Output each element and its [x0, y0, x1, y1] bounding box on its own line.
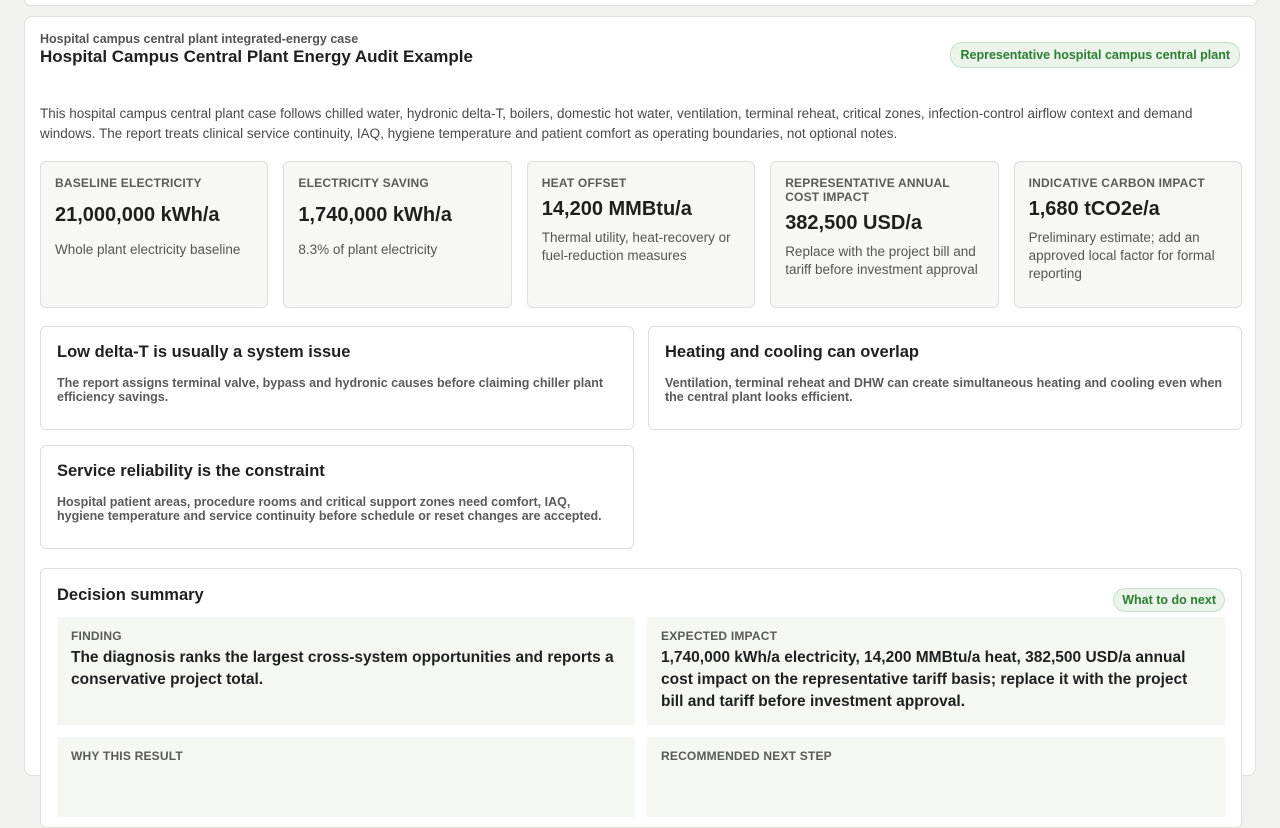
metric-note: Thermal utility, heat-recovery or fuel-reduction measures [541, 230, 731, 263]
finding-panel [57, 617, 635, 725]
previous-card-edge [24, 0, 1258, 6]
metric-label: INDICATIVE CARBON IMPACT [1028, 176, 1205, 190]
next-steps-badge: What to do next [1113, 588, 1225, 612]
metric-value: 14,200 MMBtu/a [541, 198, 692, 220]
insight-card-heating-cooling-overlap [648, 326, 1242, 430]
insight-title: Heating and cooling can overlap [665, 343, 919, 361]
metric-card-heat-offset [527, 161, 755, 308]
metric-note: Whole plant electricity baseline [55, 242, 241, 257]
metric-value: 1,740,000 kWh/a [298, 204, 452, 226]
case-card [24, 16, 1256, 776]
panel-label: WHY THIS RESULT [71, 749, 183, 763]
metric-card-annual-cost-impact [770, 161, 998, 308]
metric-card-baseline-electricity [40, 161, 268, 308]
metric-label: BASELINE ELECTRICITY [55, 176, 202, 190]
panel-text: The diagnosis ranks the largest cross-system opportunities and reports a conservative project total. [71, 649, 614, 688]
insight-title: Service reliability is the constraint [57, 462, 325, 480]
decision-summary-title: Decision summary [57, 586, 204, 604]
why-result-panel [57, 737, 635, 817]
panel-text: 1,740,000 kWh/a electricity, 14,200 MMBtu/a heat, 382,500 USD/a annual cost impact on the representative tariff basis; replace it with the project bill and tariff before investment approval. [661, 649, 1188, 710]
expected-impact-panel [647, 617, 1225, 725]
insight-body: Ventilation, terminal reheat and DHW can create simultaneous heating and cooling even when the central plant looks efficient. [665, 376, 1223, 404]
metric-label: REPRESENTATIVE ANNUAL COST IMPACT [785, 176, 950, 204]
insight-card-low-delta-t [40, 326, 634, 430]
case-kicker: Hospital campus central plant integrated-energy case [40, 32, 359, 46]
page-title: Hospital Campus Central Plant Energy Audit Example [40, 47, 473, 66]
metric-label: ELECTRICITY SAVING [298, 176, 429, 190]
decision-summary-section [40, 568, 1242, 828]
panel-label: FINDING [71, 629, 122, 643]
panel-label: EXPECTED IMPACT [661, 629, 778, 643]
case-type-badge: Representative hospital campus central plant [950, 42, 1240, 68]
metric-cards [40, 161, 1242, 308]
insight-card-service-reliability [40, 445, 634, 549]
metric-card-carbon-impact [1014, 161, 1242, 308]
metric-value: 21,000,000 kWh/a [55, 204, 220, 226]
metric-note: Preliminary estimate; add an approved local factor for formal reporting [1028, 230, 1215, 281]
metric-label: HEAT OFFSET [541, 176, 627, 190]
insight-body: Hospital patient areas, procedure rooms and critical support zones need comfort, IAQ, hygiene temperature and service continuity before schedule or reset changes are accepted. [57, 495, 602, 523]
metric-note: Replace with the project bill and tariff before investment approval [785, 244, 978, 277]
metric-note: 8.3% of plant electricity [298, 242, 438, 257]
panel-label: RECOMMENDED NEXT STEP [661, 749, 832, 763]
metric-value: 382,500 USD/a [785, 212, 922, 234]
intro-paragraph: This hospital campus central plant case follows chilled water, hydronic delta-T, boilers, domestic hot water, ventilation, terminal reheat, critical zones, infection-control airflow context and demand windows. The report treats clinical service continuity, IAQ, hygiene temperature and patient comfort as operating boundaries, not optional notes. [40, 106, 1193, 141]
insight-body: The report assigns terminal valve, bypass and hydronic causes before claiming chiller plant efficiency savings. [57, 376, 604, 404]
metric-value: 1,680 tCO2e/a [1028, 198, 1160, 220]
next-step-panel [647, 737, 1225, 817]
metric-card-electricity-saving [283, 161, 511, 308]
insight-title: Low delta-T is usually a system issue [57, 343, 351, 361]
